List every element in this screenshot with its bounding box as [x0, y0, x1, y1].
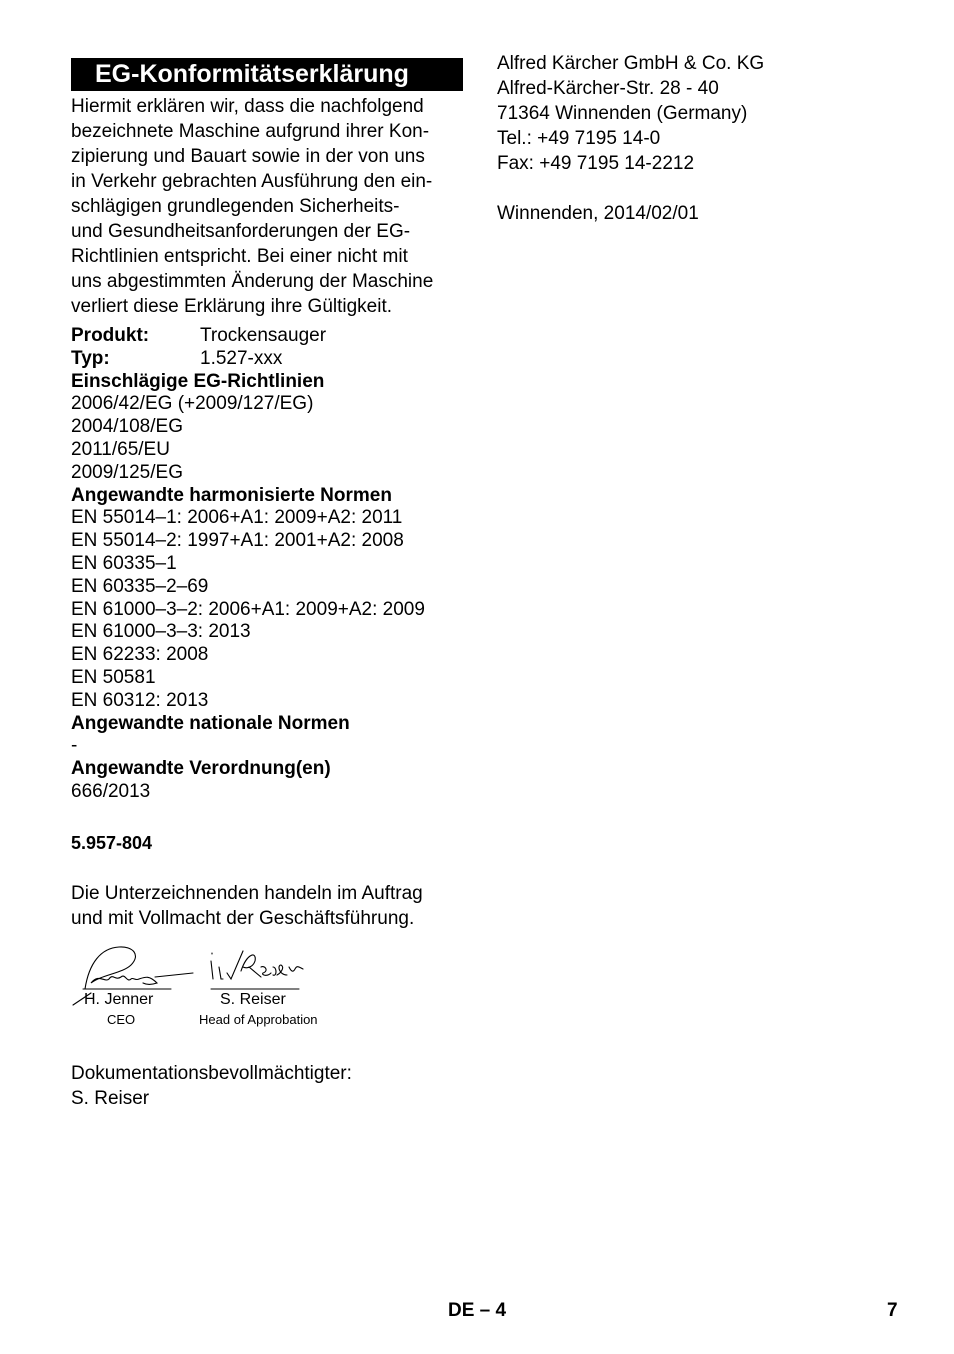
company-line: Alfred Kärcher GmbH & Co. KG — [497, 53, 765, 74]
norm-item: EN 55014–1: 2006+A1: 2009+A2: 2011 — [71, 507, 403, 529]
page-number: 7 — [887, 1300, 898, 1321]
signer-name: S. Reiser — [220, 990, 286, 1008]
national-value: - — [71, 735, 78, 757]
norm-item: EN 60312: 2013 — [71, 689, 209, 711]
norm-item: EN 50581 — [71, 666, 156, 688]
page-title: EG-Konformitätserklärung — [71, 58, 463, 91]
norm-item: EN 60335–2–69 — [71, 575, 209, 597]
norm-item: EN 62233: 2008 — [71, 644, 209, 666]
norm-item: EN 60335–1 — [71, 552, 177, 574]
type-row — [71, 348, 463, 371]
national-heading: Angewandte nationale Normen — [71, 712, 350, 734]
right-column — [497, 51, 897, 226]
norm-item: EN 61000–3–2: 2006+A1: 2009+A2: 2009 — [71, 598, 425, 620]
product-label: Produkt: — [71, 325, 150, 346]
intro-line: uns abgestimmten Änderung der Maschine — [71, 271, 434, 292]
product-value: Trockensauger — [200, 325, 327, 346]
signer-name: H. Jenner — [84, 990, 154, 1008]
regulations-heading: Angewandte Verordnung(en) — [71, 758, 331, 780]
company-address — [497, 51, 897, 176]
norm-item: EN 61000–3–3: 2013 — [71, 621, 251, 643]
regulations-value: 666/2013 — [71, 780, 151, 802]
document-number: 5.957-804 — [71, 832, 153, 853]
company-line: Fax: +49 7195 14-2212 — [497, 153, 695, 174]
left-column — [71, 58, 463, 1111]
directives-heading: Einschlägige EG-Richtlinien — [71, 370, 325, 392]
signer-role: Head of Approbation — [199, 1011, 318, 1027]
intro-line: in Verkehr gebrachten Ausführung den ein- — [71, 171, 433, 192]
intro-line: schlägigen grundlegenden Sicherheits- — [71, 196, 400, 217]
directive-item: 2006/42/EG (+2009/127/EG) — [71, 393, 314, 415]
footer-section: DE – 4 — [448, 1300, 507, 1321]
type-value: 1.527-xxx — [200, 347, 283, 369]
doc-rep-label: Dokumentationsbevollmächtigter: — [71, 1062, 352, 1084]
intro-line: Richtlinien entspricht. Bei einer nicht mit — [71, 246, 408, 267]
intro-paragraph — [71, 94, 463, 319]
place-date: Winnenden, 2014/02/01 — [497, 203, 699, 224]
doc-rep-name: S. Reiser — [71, 1087, 150, 1109]
product-row — [71, 325, 463, 348]
company-line: Tel.: +49 7195 14-0 — [497, 128, 661, 149]
signers-note-line: und mit Vollmacht der Geschäftsführung. — [71, 907, 415, 929]
harmonized-heading: Angewandte harmonisierte Normen — [71, 484, 392, 506]
intro-line: zipierung und Bauart sowie in der von uns — [71, 146, 425, 167]
directive-item: 2004/108/EG — [71, 416, 183, 438]
company-line: 71364 Winnenden (Germany) — [497, 103, 748, 124]
directive-item: 2009/125/EG — [71, 461, 183, 483]
signers-note-line: Die Unterzeichnenden handeln im Auftrag — [71, 882, 423, 904]
signers-note — [71, 881, 463, 931]
declaration-details — [71, 325, 463, 804]
signature-reiser-mark — [211, 951, 303, 979]
documentation-representative — [71, 1061, 463, 1111]
signature-block — [71, 943, 463, 1043]
intro-line: und Gesundheitsanforderungen der EG- — [71, 221, 411, 242]
intro-line: bezeichnete Maschine aufgrund ihrer Kon- — [71, 121, 430, 142]
type-label: Typ: — [71, 347, 110, 369]
directive-item: 2011/65/EU — [71, 438, 170, 460]
company-line: Alfred-Kärcher-Str. 28 - 40 — [497, 78, 719, 99]
intro-line: Hiermit erklären wir, dass die nachfolgend — [71, 96, 424, 117]
signer-role: CEO — [107, 1011, 136, 1027]
norm-item: EN 55014–2: 1997+A1: 2001+A2: 2008 — [71, 530, 404, 552]
intro-line: verliert diese Erklärung ihre Gültigkeit. — [71, 296, 393, 317]
